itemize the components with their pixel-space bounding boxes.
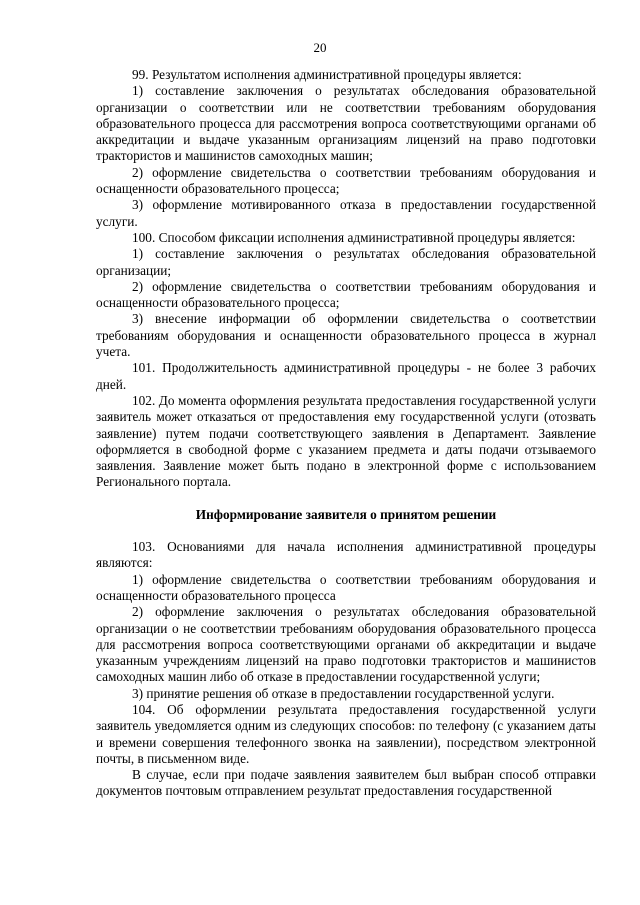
paragraph-103-item-3: 3) принятие решения об отказе в предоставлении государственной услуги. xyxy=(132,685,555,701)
document-body xyxy=(96,67,596,800)
paragraph-101: 101. Продолжительность административной процедуры - не более 3 рабочих дней. xyxy=(96,360,596,392)
paragraph-104-continuation: В случае, если при подаче заявления заявителем был выбран способ отправки документов почтовым отправлением результат предоставления государственной xyxy=(96,767,596,799)
page-number: 20 xyxy=(313,40,327,55)
section-heading: Информирование заявителя о принятом решении xyxy=(195,506,497,522)
paragraph-103-item-2: 2) оформление заключения о результатах обследования образовательной организации о не соответствии требованиям оборудования образовательного процесса для рассмотрения вопроса соответствующими органами об аккредитации и выдаче указанным учреждениям лицензий на право подготовки трактористов и машинистов самоходных машин либо об отказе в предоставлении государственной услуги; xyxy=(96,604,596,685)
paragraph-99-item-1: 1) составление заключения о результатах обследования образовательной организации о соответствии или не соответствии требованиям оборудования образовательного процесса для рассмотрения вопроса соответствующими органами об аккредитации и выдаче указанным организациям лицензий на право подготовки трактористов и машинистов самоходных машин; xyxy=(96,83,596,164)
paragraph-103-item-1: 1) оформление свидетельства о соответствии требованиям оборудования и оснащенности образовательного процесса xyxy=(96,571,596,603)
paragraph-99-item-3: 3) оформление мотивированного отказа в предоставлении государственной услуги. xyxy=(96,197,596,229)
paragraph-102: 102. До момента оформления результата предоставления государственной услуги заявитель может отказаться от предоставления ему государственной услуги (отозвать заявление) путем подачи соответствующего заявления в Департамент. Заявление оформляется в свободной форме с указанием предмета и даты подачи отзываемого заявления. Заявление может быть подано в электронной форме с использованием Регионального портала. xyxy=(96,392,596,490)
paragraph-100-item-3: 3) внесение информации об оформлении свидетельства о соответствии требованиям оборудования и оснащенности образовательного процесса в журнал учета. xyxy=(96,311,596,360)
paragraph-99-item-2: 2) оформление свидетельства о соответствии требованиям оборудования и оснащенности образовательного процесса; xyxy=(96,164,596,197)
paragraph-100-item-1: 1) составление заключения о результатах обследования образовательной организации; xyxy=(96,246,596,278)
paragraph-104: 104. Об оформлении результата предоставления государственной услуги заявитель уведомляется одним из следующих способов: по телефону (с указанием даты и времени совершения телефонного звонка на заявлении), посредством электронной почты, в письменном виде. xyxy=(96,701,596,766)
paragraph-100: 100. Способом фиксации исполнения административной процедуры является: xyxy=(132,229,576,245)
paragraph-99: 99. Результатом исполнения административной процедуры является: xyxy=(132,67,522,82)
paragraph-100-item-2: 2) оформление свидетельства о соответствии требованиям оборудования и оснащенности образовательного процесса; xyxy=(96,278,596,311)
paragraph-103: 103. Основаниями для начала исполнения административной процедуры являются: xyxy=(96,539,596,571)
